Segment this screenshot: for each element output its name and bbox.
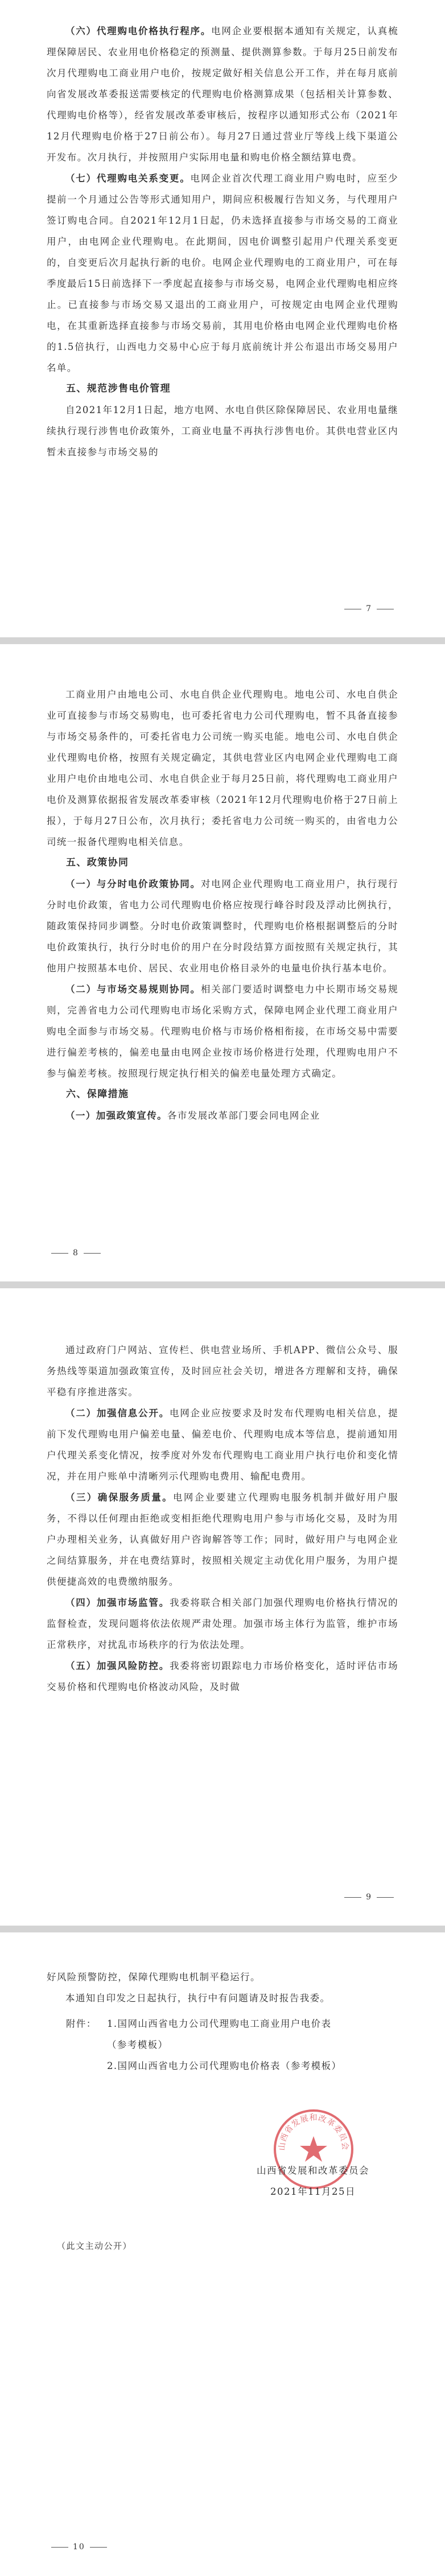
paragraph-text: 自2021年12月1日起，地方电网、水电自供区除保障居民、农业用电量继续执行现行涉售电价政策外，工商业电量不再执行涉售电价。其供电营业区内暂未直接参与市场交易的 bbox=[47, 405, 398, 458]
paragraph-text: 好风险预警防控，保障代理购电机制平稳运行。 bbox=[47, 1972, 261, 1983]
paragraph-heading: （三）确保服务质量。 bbox=[65, 1492, 174, 1503]
paragraph bbox=[47, 1655, 398, 1697]
footer-dash bbox=[90, 2547, 107, 2548]
page-footer bbox=[47, 1248, 398, 1258]
paragraph-text: 工商业用户由地电公司、水电自供企业代理购电。地电公司、水电自供企业可直接参与市场交易购电，也可委托省电力公司代理购电，暂不具备直接参与市场交易条件的，可委托省电力公司统一购买电能。地电公司、水电自供企业代理购电价格，按照有关规定确定，其供电营业区内电网企业代理购电工商业用户电价由地电公司、水电自供企业于每月25日前，将代理购电工商业用户电价及测算依据报省发展改革委审核（2021年12月代理购电价格于27日前上报），于每月27日公布，次月执行；委托省电力公司统一购买的，由省电力公司统一报备代理购电相关信息。 bbox=[47, 689, 398, 847]
paragraph-text: 本通知自印发之日起执行，执行中有问题请及时报告我委。 bbox=[65, 1993, 331, 2004]
paragraph-text: 对电网企业代理购电工商业用户，执行现行分时电价政策，省电力公司代理购电价格应按现行峰谷时段及浮动比例执行，随政策保持同步调整。分时电价政策调整时，代理购电价格根据调整后的分时电价政策执行，执行分时电价的用户在分时段结算方面按照有关规定执行，其他用户按照基本电价、居民、农业用电价格目录外的电量电价执行基本电价。 bbox=[47, 879, 398, 974]
footer-dash bbox=[344, 1897, 361, 1898]
footer-dash bbox=[51, 1253, 68, 1254]
page-number: 8 bbox=[73, 1248, 79, 1258]
section-title: 五、规范涉售电价管理 bbox=[66, 383, 171, 394]
attachment-item bbox=[47, 2013, 398, 2034]
paragraph-text: 电网企业要根据本通知有关规定，认真梳理保障居民、农业用电价格稳定的预测量、提供测算参数。于每月25日前发布次月代理购电工商业用户电价，按规定做好相关信息公开工作，并在每月底前向省发展改革委报送需要核定的代理购电价格测算成果（包括相关计算参数、代理购电价格等），经省发展改革委审核后，按程序以通知形式公布（2021年12月代理购电价格于27日前公布）。每月27日通过营业厅等线上线下渠道公开发布。次月执行，并按照用户实际用电量和购电价格全额结算电费。 bbox=[47, 26, 398, 163]
paragraph bbox=[47, 1967, 398, 1988]
paragraph-heading: （六）代理购电价格执行程序。 bbox=[65, 26, 212, 36]
paragraph bbox=[47, 1339, 398, 1403]
page-body bbox=[47, 684, 398, 1126]
page-footer bbox=[47, 604, 398, 613]
paragraph bbox=[47, 1592, 398, 1655]
section-title: 五、政策协同 bbox=[66, 857, 129, 868]
page-footer bbox=[47, 1893, 398, 1902]
page-body bbox=[47, 20, 398, 463]
attachment-item bbox=[47, 2055, 398, 2076]
seal-text: 山西省发展和改革委员会 bbox=[277, 2113, 350, 2151]
paragraph-heading: （二）加强信息公开。 bbox=[65, 1408, 170, 1419]
footer-dash bbox=[377, 1897, 394, 1898]
paragraph-heading: （五）加强风险防控。 bbox=[65, 1660, 170, 1671]
attachments bbox=[47, 2013, 398, 2076]
signature-org: 山西省发展和改革委员会 bbox=[257, 2165, 369, 2176]
paragraph-text: 我委将联合相关部门加强代理购电价格执行情况的监督检查，发现问题将依法依规严肃处理。加强市场主体行为监管，维护市场正常秩序，对扰乱市场秩序的行为依法处理。 bbox=[47, 1597, 398, 1650]
paragraph-text: 相关部门要适时调整电力中长期市场交易规则，完善省电力公司代理购电市场化采购方式，保障电网企业代理工商业用户购电全面参与市场交易。代理购电价格与市场价格相衔接，在市场交易中需要进行偏差考核的，偏差电量由电网企业按市场价格进行处理，代理购电用户不参与偏差考核。按照现行规定执行相关的偏差电量处理方式确定。 bbox=[47, 984, 398, 1079]
attachment-title: 2.国网山西省电力公司代理购电价格表（参考模板） bbox=[107, 2060, 342, 2071]
paragraph-text: 各市发展改革部门要会同电网企业 bbox=[167, 1110, 320, 1121]
document-page-9 bbox=[0, 1288, 445, 1926]
paragraph bbox=[47, 1105, 398, 1126]
document-page-8 bbox=[0, 644, 445, 1281]
document-page-7 bbox=[0, 0, 445, 637]
attachment-title: 1.国网山西省电力公司代理购电工商业用户电价表 bbox=[107, 2018, 332, 2029]
paragraph bbox=[47, 1988, 398, 2009]
page-number: 9 bbox=[366, 1893, 372, 1902]
paragraph-text: 电网企业首次代理工商业用户购电时，应至少提前一个月通过公告等形式通知用户，期间应积极履行告知义务，与代理用户签订购电合同。自2021年12月1日起，仍未选择直接参与市场交易的工商业用户，由电网企业代理购电。在此期间，因电价调整引起用户代理关系变更的，自变更后次月起执行新的电价。电网企业代理购电的工商业用户，可在每季度最后15日前选择下一季度起直接参与市场交易，电网企业代理购电相应终止。已直接参与市场交易又退出的工商业用户，可按规定由电网企业代理购电，在其重新选择直接参与市场交易前，其用电价格由电网企业代理购电价格的1.5倍执行，山西电力交易中心应于每月底前统计并公布退出市场交易用户名单。 bbox=[47, 173, 399, 373]
paragraph bbox=[47, 1403, 398, 1487]
attachments-label: 附件： bbox=[66, 2018, 97, 2029]
paragraph-text: 电网企业要建立代理购电服务机制并做好用户服务，不得以任何理由拒绝或变相拒绝代理购电用户参与市场化交易，及时为用户办理相关业务，认真做好用户咨询解答等工作；同时，做好用户与电网企业之间结算服务，并在电费结算时，按照相关规定主动优化用户服务，为用户提供便捷高效的电费缴纳服务。 bbox=[47, 1492, 398, 1587]
paragraph-text: 通过政府门户网站、宣传栏、供电营业场所、手机APP、微信公众号、服务热线等渠道加强政策宣传，及时回应社会关切，增进各方理解和支持，确保平稳有序推进落实。 bbox=[47, 1345, 398, 1398]
paragraph-text: 电网企业应按要求及时发布代理购电相关信息，提前下发代理购电用户偏差电量、偏差电价、代理购电成本等信息，提前通知用户代理关系变化情况，按季度对外发布代理购电工商业用户执行电价和变化情况，并在用户账单中清晰列示代理购电费用、输配电费用。 bbox=[47, 1408, 398, 1482]
paragraph-text: 我委将密切跟踪电力市场价格变化，适时评估市场交易价格和代理购电价格波动风险，及时做 bbox=[47, 1660, 398, 1692]
signature-block bbox=[228, 2113, 398, 2202]
attachment-item-continued bbox=[47, 2034, 398, 2055]
paragraph bbox=[47, 1487, 398, 1592]
paragraph-heading: （二）与市场交易规则协同。 bbox=[65, 984, 201, 995]
paragraph bbox=[47, 684, 398, 852]
paragraph-heading: （一）加强政策宣传。 bbox=[65, 1110, 167, 1121]
section-title: 六、保障措施 bbox=[66, 1089, 129, 1100]
public-notice: （此文主动公开） bbox=[57, 2241, 133, 2251]
paragraph-heading: （四）加强市场监管。 bbox=[65, 1597, 170, 1608]
page-number: 7 bbox=[366, 604, 372, 613]
paragraph bbox=[47, 873, 398, 979]
paragraph bbox=[47, 20, 398, 168]
page-body bbox=[47, 1967, 398, 2076]
page-footer bbox=[47, 2542, 398, 2552]
attachment-title-cont: （参考模板） bbox=[107, 2039, 168, 2050]
footer-dash bbox=[51, 2547, 68, 2548]
page-body bbox=[47, 1339, 398, 1697]
document-page-10 bbox=[0, 1932, 445, 2576]
signature-date: 2021年11月25日 bbox=[270, 2186, 356, 2197]
paragraph bbox=[47, 399, 398, 463]
paragraph bbox=[47, 979, 398, 1084]
paragraph bbox=[47, 168, 398, 378]
page-number: 10 bbox=[73, 2542, 85, 2552]
paragraph-heading: （七）代理购电关系变更。 bbox=[65, 173, 191, 184]
footer-dash bbox=[84, 1253, 101, 1254]
paragraph-heading: （一）与分时电价政策协同。 bbox=[65, 879, 201, 889]
